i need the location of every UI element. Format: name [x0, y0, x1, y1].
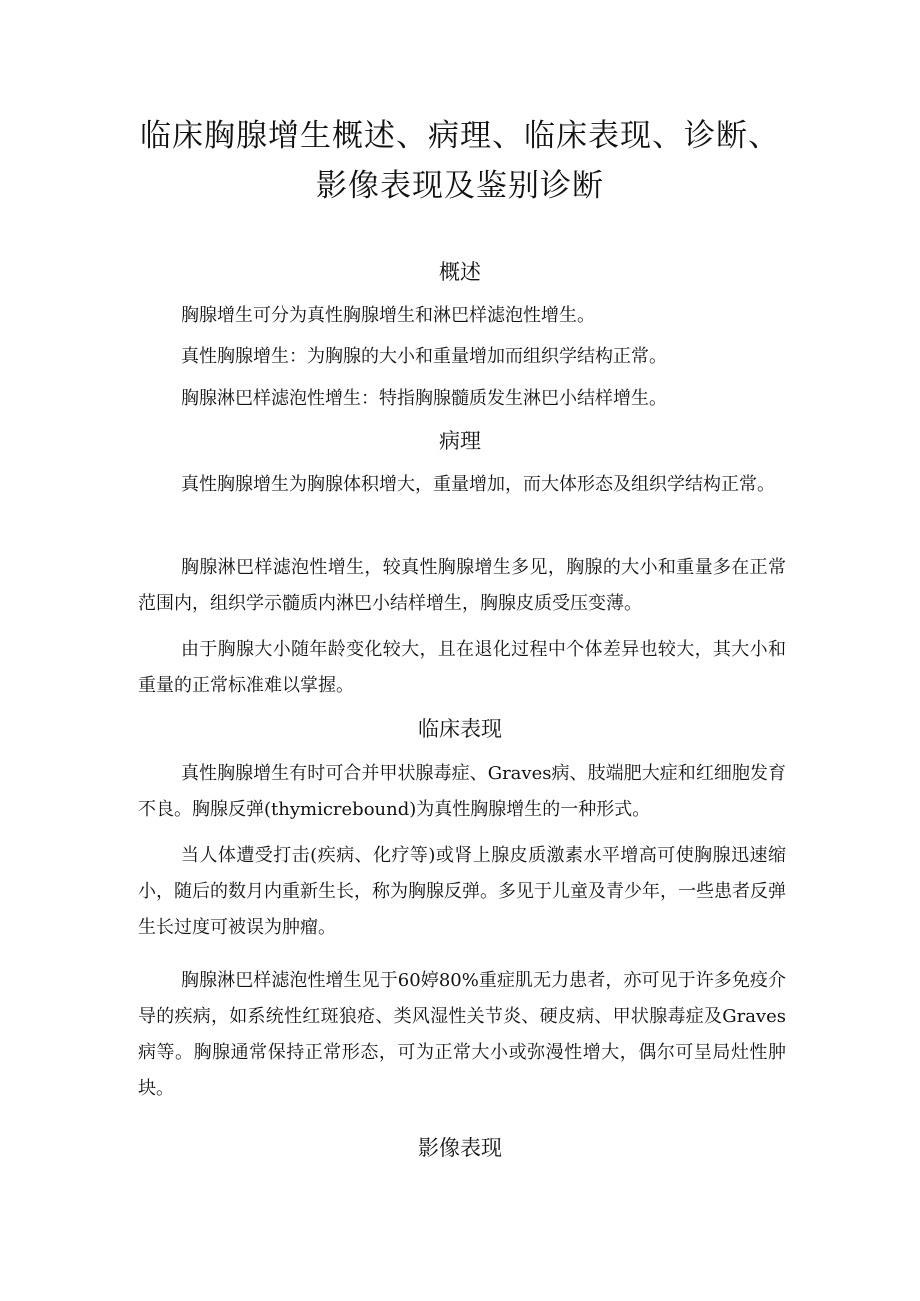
pathology-paragraph-3: 由于胸腺大小随年龄变化较大，且在退化过程中个体差异也较大，其大小和重量的正常标准难以掌握。: [138, 639, 786, 696]
section-heading-pathology: 病理: [439, 429, 481, 453]
section-heading-overview: 概述: [439, 260, 481, 284]
pathology-paragraph-2: 胸腺淋巴样滤泡性增生，较真性胸腺增生多见，胸腺的大小和重量多在正常范围内，组织学示髓质内淋巴小结样增生，胸腺皮质受压变薄。: [138, 557, 786, 614]
overview-paragraph-2: 真性胸腺增生：为胸腺的大小和重量增加而组织学结构正常。: [181, 346, 667, 367]
document-title-line-2: 影像表现及鉴别诊断: [316, 168, 604, 204]
section-heading-clinical: 临床表现: [418, 717, 502, 741]
overview-paragraph-3: 胸腺淋巴样滤泡性增生：特指胸腺髓质发生淋巴小结样增生。: [181, 388, 667, 409]
overview-paragraph-1: 胸腺增生可分为真性胸腺增生和淋巴样滤泡性增生。: [181, 305, 595, 326]
document-title-line-1: 临床胸腺增生概述、病理、临床表现、诊断、: [140, 118, 780, 154]
clinical-paragraph-3: 胸腺淋巴样滤泡性增生见于60婷80%重症肌无力患者，亦可见于许多免疫介导的疾病，如系统性红斑狼疮、类风湿性关节炎、硬皮病、甲状腺毒症及Graves病等。胸腺通常保持正常形态，可为正常大小或弥漫性增大，偶尔可呈局灶性肿块。: [138, 970, 786, 1099]
section-heading-imaging: 影像表现: [418, 1136, 502, 1160]
pathology-paragraph-1: 真性胸腺增生为胸腺体积增大，重量增加，而大体形态及组织学结构正常。: [181, 474, 775, 495]
clinical-paragraph-1: 真性胸腺增生有时可合并甲状腺毒症、Graves病、肢端肥大症和红细胞发育不良。胸腺反弹(thymicrebound)为真性胸腺增生的一种形式。: [138, 763, 786, 820]
clinical-paragraph-2: 当人体遭受打击(疾病、化疗等)或肾上腺皮质激素水平增高可使胸腺迅速缩小，随后的数月内重新生长，称为胸腺反弹。多见于儿童及青少年，一些患者反弹生长过度可被误为肿瘤。: [138, 845, 786, 938]
